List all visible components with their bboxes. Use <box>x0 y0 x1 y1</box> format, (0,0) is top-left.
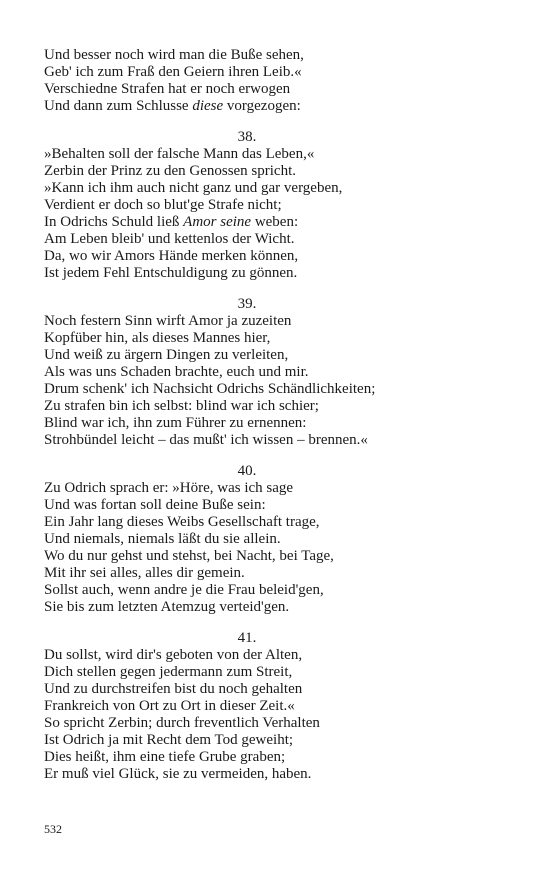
verse-line <box>44 347 514 364</box>
verse-line <box>44 582 514 599</box>
stanza <box>44 630 514 783</box>
verse-line <box>44 647 514 664</box>
verse-line <box>44 214 514 231</box>
verse-text: Zerbin der Prinz zu den Genossen spricht. <box>44 163 297 179</box>
verse-text: Da, wo wir Amors Hände merken können, <box>44 248 299 264</box>
stanza <box>44 463 514 616</box>
verse-line <box>44 381 514 398</box>
verse-text: Drum schenk' ich Nachsicht Odrichs Schändlichkeiten; <box>44 381 376 397</box>
verse-text: »Kann ich ihm auch nicht ganz und gar vergeben, <box>44 180 343 196</box>
page-number: 532 <box>44 822 62 836</box>
verse-line <box>44 180 514 197</box>
verse-line <box>44 548 514 565</box>
verse-line <box>44 248 514 265</box>
verse-line <box>44 599 514 616</box>
verse-text: Noch festern Sinn wirft Amor ja zuzeiten <box>44 313 292 329</box>
verse-line <box>44 98 514 115</box>
verse-line <box>44 146 514 163</box>
verse-line <box>44 531 514 548</box>
verse-text: Geb' ich zum Fraß den Geiern ihren Leib.« <box>44 64 302 80</box>
verse-text: Und weiß zu ärgern Dingen zu verleiten, <box>44 347 289 363</box>
verse-text: Und besser noch wird man die Buße sehen, <box>44 47 304 63</box>
verse-line <box>44 313 514 330</box>
verse-line <box>44 565 514 582</box>
verse-text: Er muß viel Glück, sie zu vermeiden, haben. <box>44 766 312 782</box>
verse-line <box>44 415 514 432</box>
verse-emphasis: Amor seine <box>183 214 252 230</box>
poem-page <box>44 47 514 783</box>
verse-emphasis: diese <box>192 98 224 114</box>
verse-line <box>44 732 514 749</box>
stanza-number: 40. <box>237 463 257 479</box>
verse-text: Und was fortan soll deine Buße sein: <box>44 497 266 513</box>
verse-text: Verdient er doch so blut'ge Strafe nicht; <box>44 197 282 213</box>
stanza-number: 38. <box>237 129 257 145</box>
verse-line <box>44 681 514 698</box>
verse-text: Ein Jahr lang dieses Weibs Gesellschaft trage, <box>44 514 320 530</box>
verse-line <box>44 514 514 531</box>
verse-line <box>44 81 514 98</box>
stanza <box>44 296 514 449</box>
verse-text: weben: <box>251 214 299 230</box>
verse-text: Ist Odrich ja mit Recht dem Tod geweiht; <box>44 732 294 748</box>
verse-text: Frankreich von Ort zu Ort in dieser Zeit.« <box>44 698 295 714</box>
verse-line <box>44 163 514 180</box>
verse-text: Dich stellen gegen jedermann zum Streit, <box>44 664 293 680</box>
verse-line <box>44 749 514 766</box>
verse-text: Und dann zum Schlusse <box>44 98 193 114</box>
verse-line <box>44 480 514 497</box>
verse-text: Und niemals, niemals läßt du sie allein. <box>44 531 281 547</box>
verse-text: Mit ihr sei alles, alles dir gemein. <box>44 565 245 581</box>
verse-line <box>44 231 514 248</box>
verse-line <box>44 330 514 347</box>
verse-text: Sollst auch, wenn andre je die Frau beleid'gen, <box>44 582 324 598</box>
verse-text: Kopfüber hin, als dieses Mannes hier, <box>44 330 271 346</box>
verse-text: So spricht Zerbin; durch freventlich Verhalten <box>44 715 320 731</box>
verse-text: »Behalten soll der falsche Mann das Leben,« <box>44 146 315 162</box>
verse-text: Als was uns Schaden brachte, euch und mir. <box>44 364 309 380</box>
verse-line <box>44 265 514 282</box>
verse-text: Dies heißt, ihm eine tiefe Grube graben; <box>44 749 286 765</box>
verse-text: In Odrichs Schuld ließ <box>44 214 184 230</box>
verse-text: Du sollst, wird dir's geboten von der Alten, <box>44 647 303 663</box>
verse-text: vorgezogen: <box>223 98 301 114</box>
verse-text: Und zu durchstreifen bist du noch gehalten <box>44 681 303 697</box>
verse-line <box>44 715 514 732</box>
verse-line <box>44 432 514 449</box>
verse-text: Am Leben bleib' und kettenlos der Wicht. <box>44 231 295 247</box>
stanza-number: 41. <box>237 630 257 646</box>
verse-line <box>44 664 514 681</box>
verse-line <box>44 398 514 415</box>
verse-text: Blind war ich, ihn zum Führer zu ernennen: <box>44 415 307 431</box>
verse-line <box>44 364 514 381</box>
verse-text: Ist jedem Fehl Entschuldigung zu gönnen. <box>44 265 298 281</box>
stanza <box>44 47 514 115</box>
verse-text: Zu Odrich sprach er: »Höre, was ich sage <box>44 480 294 496</box>
verse-line <box>44 47 514 64</box>
verse-text: Wo du nur gehst und stehst, bei Nacht, bei Tage, <box>44 548 334 564</box>
stanza-number: 39. <box>237 296 257 312</box>
stanza <box>44 129 514 282</box>
verse-line <box>44 497 514 514</box>
verse-text: Strohbündel leicht – das mußt' ich wissen – brennen.« <box>44 432 368 448</box>
verse-text: Verschiedne Strafen hat er noch erwogen <box>44 81 291 97</box>
verse-text: Sie bis zum letzten Atemzug verteid'gen. <box>44 599 290 615</box>
verse-line <box>44 698 514 715</box>
verse-line <box>44 64 514 81</box>
verse-line <box>44 766 514 783</box>
verse-line <box>44 197 514 214</box>
verse-text: Zu strafen bin ich selbst: blind war ich schier; <box>44 398 319 414</box>
